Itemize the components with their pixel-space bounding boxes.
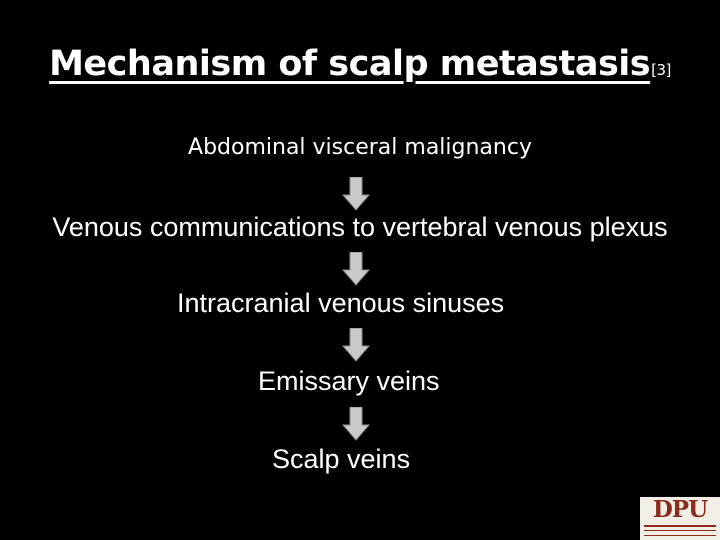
title-text: Mechanism of scalp metastasis bbox=[49, 44, 651, 84]
institution-logo bbox=[640, 497, 720, 540]
flow-step-2: Venous communications to vertebral venous plexus bbox=[52, 212, 668, 242]
down-arrow-icon bbox=[342, 407, 370, 441]
logo-rule bbox=[644, 530, 716, 531]
flow-step-3: Intracranial venous sinuses bbox=[177, 288, 505, 318]
logo-rule bbox=[644, 525, 716, 527]
title-reference: [3] bbox=[651, 61, 671, 79]
down-arrow-icon bbox=[342, 177, 370, 211]
logo-rule bbox=[644, 535, 716, 536]
down-arrow-icon bbox=[342, 328, 370, 362]
logo-text: DPU bbox=[652, 497, 708, 523]
flow-step-1: Abdominal visceral malignancy bbox=[188, 135, 532, 160]
slide-title bbox=[0, 44, 720, 84]
down-arrow-icon bbox=[342, 252, 370, 286]
flow-step-4: Emissary veins bbox=[258, 366, 440, 396]
flow-step-5: Scalp veins bbox=[272, 444, 411, 474]
